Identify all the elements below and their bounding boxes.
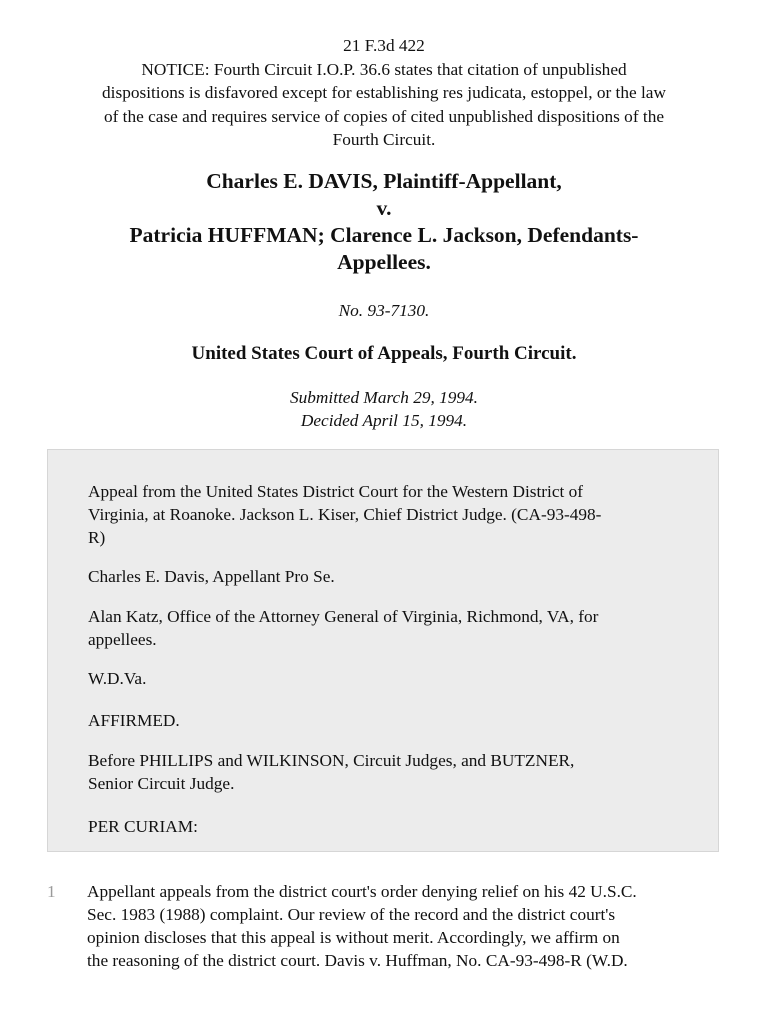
appeal-from-line: Virginia, at Roanoke. Jackson L. Kiser, Chief District Judge. (CA-93-498- xyxy=(88,505,602,524)
caption-defendants-cont: Appellees. xyxy=(337,250,431,274)
appeal-from-line: Appeal from the United States District Court for the Western District of xyxy=(88,482,584,501)
panel-line: Senior Circuit Judge. xyxy=(88,774,235,793)
opinion-line: Appellant appeals from the district court's order denying relief on his 42 U.S.C. xyxy=(87,882,637,901)
notice-line: of the case and requires service of copies of cited unpublished dispositions of the xyxy=(103,106,665,126)
case-dates xyxy=(40,386,728,432)
opinion-paragraph xyxy=(87,880,727,972)
disposition: AFFIRMED. xyxy=(88,711,180,730)
caption-defendants: Patricia HUFFMAN; Clarence L. Jackson, Defendants- xyxy=(129,223,639,247)
opinion-line: the reasoning of the district court. Davis v. Huffman, No. CA-93-498-R (W.D. xyxy=(87,951,628,970)
citation: 21 F.3d 422 xyxy=(343,36,425,55)
notice-line: dispositions is disfavored except for establishing res judicata, estoppel, or the law xyxy=(102,83,666,102)
appeal-from-line: R) xyxy=(88,528,106,547)
appellee-counsel xyxy=(88,605,688,651)
opinion-line: Sec. 1983 (1988) complaint. Our review of the record and the district court's xyxy=(87,905,616,924)
notice-line: NOTICE: Fourth Circuit I.O.P. 36.6 states that citation of unpublished xyxy=(141,59,627,79)
appellee-counsel-line: appellees. xyxy=(88,630,157,649)
per-curiam: PER CURIAM: xyxy=(88,817,198,836)
case-summary-box xyxy=(47,449,719,852)
submitted-date: Submitted March 29, 1994. xyxy=(290,388,478,407)
appeal-from xyxy=(88,480,688,549)
header-notice xyxy=(40,34,728,152)
appellee-counsel-line: Alan Katz, Office of the Attorney General of Virginia, Richmond, VA, for xyxy=(88,607,599,626)
case-caption xyxy=(50,168,718,276)
opinion-line: opinion discloses that this appeal is without merit. Accordingly, we affirm on xyxy=(87,928,620,947)
district: W.D.Va. xyxy=(88,669,147,688)
court-name: United States Court of Appeals, Fourth Circuit. xyxy=(191,343,577,364)
caption-versus: v. xyxy=(376,196,392,220)
paragraph-number: 1 xyxy=(47,882,56,901)
appellant-counsel: Charles E. Davis, Appellant Pro Se. xyxy=(88,567,335,586)
notice-line: Fourth Circuit. xyxy=(332,130,436,149)
decided-date: Decided April 15, 1994. xyxy=(300,411,468,430)
docket-number: No. 93-7130. xyxy=(338,301,430,320)
caption-plaintiff: Charles E. DAVIS, Plaintiff-Appellant, xyxy=(206,169,562,193)
panel xyxy=(88,749,688,795)
panel-line: Before PHILLIPS and WILKINSON, Circuit Judges, and BUTZNER, xyxy=(88,751,575,770)
